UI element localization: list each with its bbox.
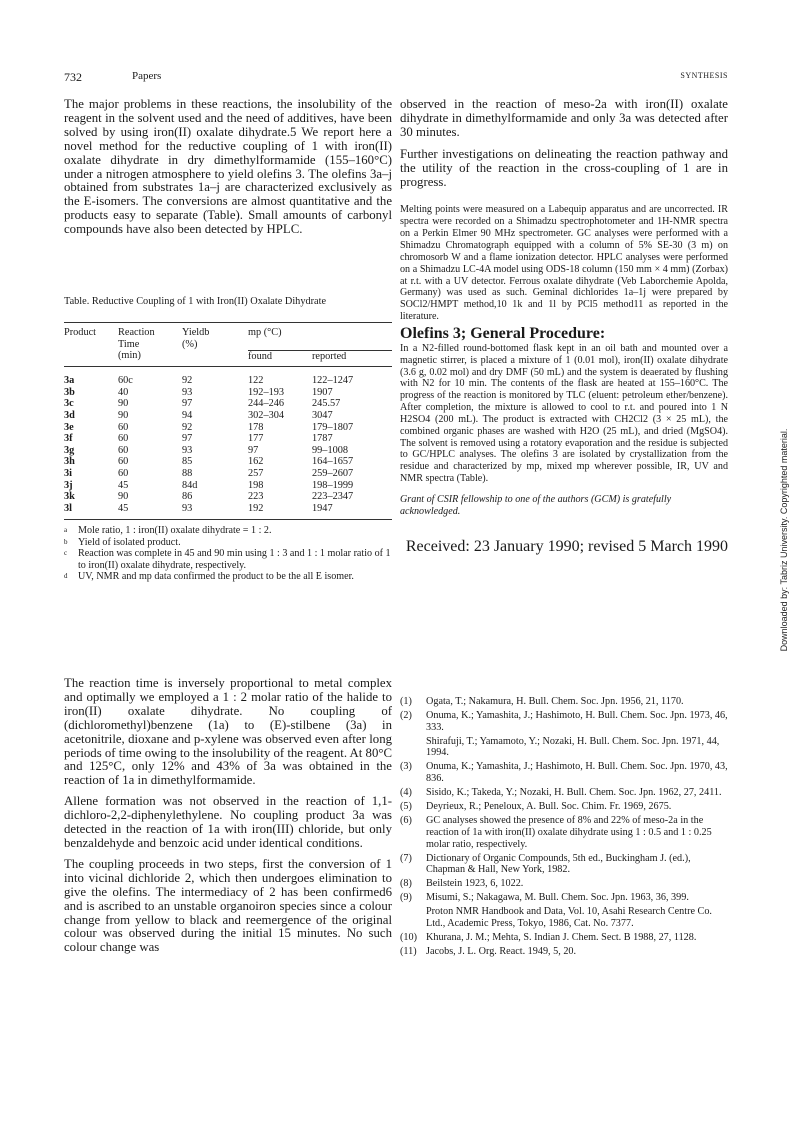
th-yield-a: Yieldb — [182, 327, 210, 338]
table-header-row-3 — [64, 350, 392, 362]
cell-time: 45 — [118, 502, 129, 514]
acknowledgement: Grant of CSIR fellowship to one of the authors (GCM) is gratefully acknowledged. — [400, 494, 672, 517]
cell-yield: 88 — [182, 468, 193, 480]
table-row — [64, 398, 392, 410]
cell-yield: 92 — [182, 375, 193, 387]
cell-time: 60 — [118, 433, 129, 445]
table-row — [64, 445, 392, 457]
cell-time: 90 — [118, 398, 129, 410]
reference-number — [400, 736, 426, 759]
footnote-text: UV, NMR and mp data confirmed the product to be the all E isomer. — [78, 571, 354, 583]
cell-yield: 93 — [182, 386, 193, 398]
reference-item — [400, 946, 728, 958]
cell-product: 3b — [64, 386, 75, 398]
reference-text: Khurana, J. M.; Mehta, S. Indian J. Chem. Sect. B 1988, 27, 1128. — [426, 931, 697, 943]
th-time-c: (min) — [118, 350, 141, 362]
reference-number — [400, 906, 426, 929]
table-header-row — [64, 327, 392, 339]
reference-item — [400, 761, 728, 784]
journal-name: SYNTHESIS — [680, 71, 728, 80]
reference-item — [400, 932, 728, 944]
footnote-mark: a — [64, 525, 68, 534]
cell-product: 3l — [64, 502, 73, 514]
reference-item — [400, 696, 728, 708]
cell-found: 177 — [248, 433, 264, 445]
cell-time: 60 — [118, 468, 129, 480]
reference-item — [400, 787, 728, 799]
table-row — [64, 433, 392, 445]
reference-number: (2) — [400, 710, 412, 721]
table-row — [64, 503, 392, 515]
procedure-heading: Olefins 3; General Procedure: — [400, 324, 606, 342]
footnote-text: Yield of isolated product. — [78, 536, 181, 548]
table-footnote — [64, 537, 392, 549]
reference-text: Onuma, K.; Yamashita, J.; Hashimoto, H. Bull. Chem. Soc. Jpn. 1973, 46, 333. — [426, 710, 728, 733]
cell-product: 3g — [64, 444, 75, 456]
reference-text: Sisido, K.; Takeda, Y.; Nozaki, H. Bull. Chem. Soc. Jpn. 1962, 27, 2411. — [426, 787, 722, 799]
reference-item — [400, 801, 728, 813]
cell-product: 3f — [64, 433, 73, 445]
cell-product: 3j — [64, 479, 73, 491]
page-number: 732 — [64, 70, 82, 84]
cell-time: 45 — [118, 479, 129, 491]
th-product: Product — [64, 327, 97, 338]
paragraph-allene: Allene formation was not observed in the reaction of 1,1-dichloro-2,2-diphenylethylene. No coupling product 3a was detected in the reaction of 1a with iron(III) chloride, but only benzaldehyde and benzoic acid under identical conditions. — [64, 794, 392, 850]
table-header-row-2 — [64, 339, 392, 351]
cell-yield: 85 — [182, 456, 193, 468]
cell-reported: 179–1807 — [312, 421, 354, 433]
section-label: Papers — [132, 70, 162, 82]
cell-time: 90 — [118, 491, 129, 503]
cell-yield: 93 — [182, 444, 193, 456]
reference-item — [400, 710, 728, 733]
cell-yield: 84d — [182, 479, 198, 491]
cell-yield: 97 — [182, 433, 193, 445]
intro-paragraph: The major problems in these reactions, the insolubility of the reagent in the solvent used and the need of additives, have been solved by using iron(II) oxalate dihydrate.5 We report here a novel method for the reductive coupling of 1 with iron(II) oxalate dihydrate in dry dimethylformamide (155–160°C) under a nitrogen atmosphere to yield olefins 3. The olefins 3a–j obtained from substrates 1a–j are characterized exclusively as the E-isomers. The conversions are almost quantitative and the products easy to separate (Table). Small amounts of carbonyl compounds have also been detected by HPLC. — [64, 97, 392, 237]
references-list — [400, 696, 728, 960]
table-row — [64, 422, 392, 434]
table-block — [64, 296, 392, 583]
cell-reported: 122–1247 — [312, 375, 354, 387]
results-table — [64, 327, 392, 520]
reference-number: (5) — [400, 801, 412, 813]
reference-item — [400, 736, 728, 759]
cell-reported: 198–1999 — [312, 479, 354, 491]
table-title: Table. Reductive Coupling of 1 with Iron(II) Oxalate Dihydrate — [64, 296, 327, 307]
reference-text: Misumi, S.; Nakagawa, M. Bull. Chem. Soc. Jpn. 1963, 36, 399. — [426, 892, 689, 904]
cell-reported: 164–1657 — [312, 456, 354, 468]
cell-product: 3c — [64, 398, 74, 410]
reference-number: (1) — [400, 696, 412, 707]
reference-text: Jacobs, J. L. Org. React. 1949, 5, 20. — [426, 945, 577, 957]
cell-reported: 3047 — [312, 410, 333, 422]
th-time-a: Reaction — [118, 327, 155, 338]
cell-time: 60c — [118, 375, 133, 387]
reference-number: (10) — [400, 931, 417, 943]
cell-product: 3h — [64, 456, 75, 468]
download-watermark — [778, 290, 790, 790]
cell-reported: 223–2347 — [312, 491, 354, 503]
reference-number: (4) — [400, 787, 412, 799]
table-row — [64, 387, 392, 399]
footnote-text: Mole ratio, 1 : iron(II) oxalate dihydrate = 1 : 2. — [78, 524, 272, 536]
cell-found: 244–246 — [248, 398, 285, 410]
table-row — [64, 480, 392, 492]
th-time-b: Time — [118, 338, 140, 350]
table-row — [64, 468, 392, 480]
reference-item — [400, 878, 728, 890]
reference-number: (9) — [400, 892, 412, 904]
reference-number: (7) — [400, 852, 412, 864]
reference-item — [400, 853, 728, 876]
received-dates: Received: 23 January 1990; revised 5 March 1990 — [405, 537, 728, 555]
cell-reported: 1907 — [312, 386, 333, 398]
cell-found: 122 — [248, 375, 264, 387]
footnote-mark: d — [64, 572, 68, 581]
reference-text: Deyrieux, R.; Peneloux, A. Bull. Soc. Chim. Fr. 1969, 2675. — [426, 801, 672, 813]
th-found: found — [248, 350, 273, 362]
cell-time: 60 — [118, 456, 129, 468]
download-note: Downloaded by: Tabriz University. Copyrighted material. — [779, 428, 789, 652]
reference-text: Ogata, T.; Nakamura, H. Bull. Chem. Soc. Jpn. 1956, 21, 1170. — [426, 696, 684, 707]
cell-time: 90 — [118, 410, 129, 422]
th-yield-b: (%) — [182, 338, 198, 350]
reference-number: (8) — [400, 878, 412, 890]
cell-found: 192–193 — [248, 386, 285, 398]
cell-reported: 245.57 — [312, 398, 341, 410]
left-column-lower — [64, 677, 392, 955]
page-header — [64, 70, 728, 86]
right-column — [400, 98, 728, 556]
experimental-paragraph: Melting points were measured on a Labequip apparatus and are uncorrected. IR spectra were recorded on a Shimadzu spectrophotometer and 1H-NMR spectra on a Perkin Elmer 90 MHz spectrometer. GC analyses were performed with a Shimadzu Chromatograph equipped with a column of 5% SE-30 (3 m) on chromosorb W and a flame ionization detector. HPLC analyses were performed on a Shimadzu LC-4A model using ODS-18 column (150 mm × 4 mm) (Zorbax) at r.t. with a UV detector. Ferrous oxalate dihydrate (Veb Laborchemie Apolda, Germany) was used as such. Geminal dichlorides 1a–1j were prepared by SOCl2/HMPT method,10 1k and 1l by PCl5 method11 as reported in the literature. — [400, 204, 728, 323]
procedure-paragraph: In a N2-filled round-bottomed flask kept in an oil bath and mounted over a magnetic stirrer, is placed a mixture of 1 (0.01 mol), iron(II) oxalate dihydrate (3.6 g, 0.02 mol) and dry DMF (50 mL) and the system is deaerated by flushing with N2 for 10 min. The contents of the flask are heated at 155–160°C. The progress of the reaction is monitored by TLC (eluent: petroleum ether/benzene). After completion, the mixture is allowed to cool to r.t. and poured into 1 N H2SO4 (200 mL). The product is extracted with CH2Cl2 (3 × 25 mL), the combined organic phases are washed with H2O (25 mL), and dried (MgSO4). The solvent is removed using a rotatory evaporation and the residue is subjected to GC/HPLC analyses. The olefins 3 are isolated by crystallization from the residue and characterized by mp, mixed mp wherever possible, IR, UV and NMR spectra (Table). — [400, 342, 728, 485]
cell-yield: 97 — [182, 398, 193, 410]
left-column — [64, 98, 392, 237]
th-mp: mp (°C) — [248, 327, 282, 338]
cell-product: 3d — [64, 410, 75, 422]
paragraph-outlook: Further investigations on delineating the reaction pathway and the utility of the reaction in the cross-coupling of 1 are in progress. — [400, 146, 728, 189]
cell-reported: 1787 — [312, 433, 333, 445]
cell-found: 192 — [248, 502, 264, 514]
cell-product: 3e — [64, 421, 74, 433]
cell-reported: 99–1008 — [312, 444, 349, 456]
cell-found: 97 — [248, 444, 259, 456]
reference-text: Shirafuji, T.; Yamamoto, Y.; Nozaki, H. Bull. Chem. Soc. Jpn. 1971, 44, 1994. — [426, 735, 720, 759]
cell-time: 60 — [118, 421, 129, 433]
cell-reported: 1947 — [312, 502, 333, 514]
cell-yield: 86 — [182, 491, 193, 503]
table-row — [64, 491, 392, 503]
reference-text: Onuma, K.; Yamashita, J.; Hashimoto, H. Bull. Chem. Soc. Jpn. 1970, 43, 836. — [426, 761, 728, 785]
cell-time: 60 — [118, 444, 129, 456]
cell-yield: 94 — [182, 410, 193, 422]
reference-item — [400, 815, 728, 850]
reference-text: Dictionary of Organic Compounds, 5th ed., Buckingham J. (ed.), Chapman & Hall, New York, 1982. — [426, 852, 691, 876]
cell-product: 3a — [64, 375, 75, 387]
paragraph-mechanism: The coupling proceeds in two steps, first the conversion of 1 into vicinal dichloride 2, which then undergoes elimination to give the olefins. The intermediacy of 2 has been confirmed6 and is ascribed to an unstable organoiron species since a colour change from yellow to black and reemergence of the original colour was observed during the initial 15 minutes. No such colour change was — [64, 856, 392, 955]
th-reported: reported — [312, 350, 347, 362]
cell-found: 178 — [248, 421, 264, 433]
reference-number: (6) — [400, 815, 412, 827]
table-footnotes — [64, 525, 392, 583]
reference-number: (11) — [400, 945, 417, 957]
cell-product: 3k — [64, 491, 75, 503]
cell-found: 198 — [248, 479, 264, 491]
cell-time: 40 — [118, 386, 129, 398]
cell-yield: 92 — [182, 421, 193, 433]
footnote-mark: b — [64, 537, 68, 546]
reference-item — [400, 906, 728, 929]
table-footnote — [64, 525, 392, 537]
table-row — [64, 375, 392, 387]
table-row — [64, 456, 392, 468]
footnote-text: Reaction was complete in 45 and 90 min using 1 : 3 and 1 : 1 molar ratio of 1 to iron(II) oxalate dihydrate, respectively. — [78, 548, 391, 571]
table-footnote — [64, 548, 392, 571]
paragraph-meso: observed in the reaction of meso-2a with iron(II) oxalate dihydrate in dimethylformamide and only 3a was detected after 30 minutes. — [400, 97, 728, 139]
paragraph-ratio: The reaction time is inversely proportional to metal complex and optimally we employed a 1 : 2 molar ratio of the halide to iron(II) oxalate dihydrate. No coupling of (dichloromethyl)benzene (1a) to (E)-stilbene (3a) in acetonitrile, dioxane and p-xylene was observed even after long periods of time owing to the insolubility of the reagent. At 80°C and 125°C, only 12% and 43% of 3a was obtained in the reaction of 1a in dimethylformamide. — [64, 676, 392, 788]
reference-item — [400, 892, 728, 904]
table-row — [64, 410, 392, 422]
reference-text: Proton NMR Handbook and Data, Vol. 10, Asahi Research Centre Co. Ltd., Academic Press, Tokyo, 1986, Cat. No. 7377. — [426, 906, 712, 929]
table-top-rule — [64, 322, 392, 323]
cell-found: 257 — [248, 468, 264, 480]
footnote-mark: c — [64, 549, 68, 558]
cell-reported: 259–2607 — [312, 468, 354, 480]
reference-text: Beilstein 1923, 6, 1022. — [426, 878, 524, 890]
cell-found: 223 — [248, 491, 264, 503]
cell-found: 162 — [248, 456, 264, 468]
reference-text: GC analyses showed the presence of 8% and 22% of meso-2a in the reaction of 1a with iron(II) oxalate dihydrate using 1 : 0.5 and 1 : 0.25 molar ratio, respectively. — [426, 815, 712, 850]
table-footnote — [64, 571, 392, 583]
cell-yield: 93 — [182, 502, 193, 514]
cell-found: 302–304 — [248, 410, 285, 422]
cell-product: 3i — [64, 468, 73, 480]
reference-number: (3) — [400, 761, 412, 773]
